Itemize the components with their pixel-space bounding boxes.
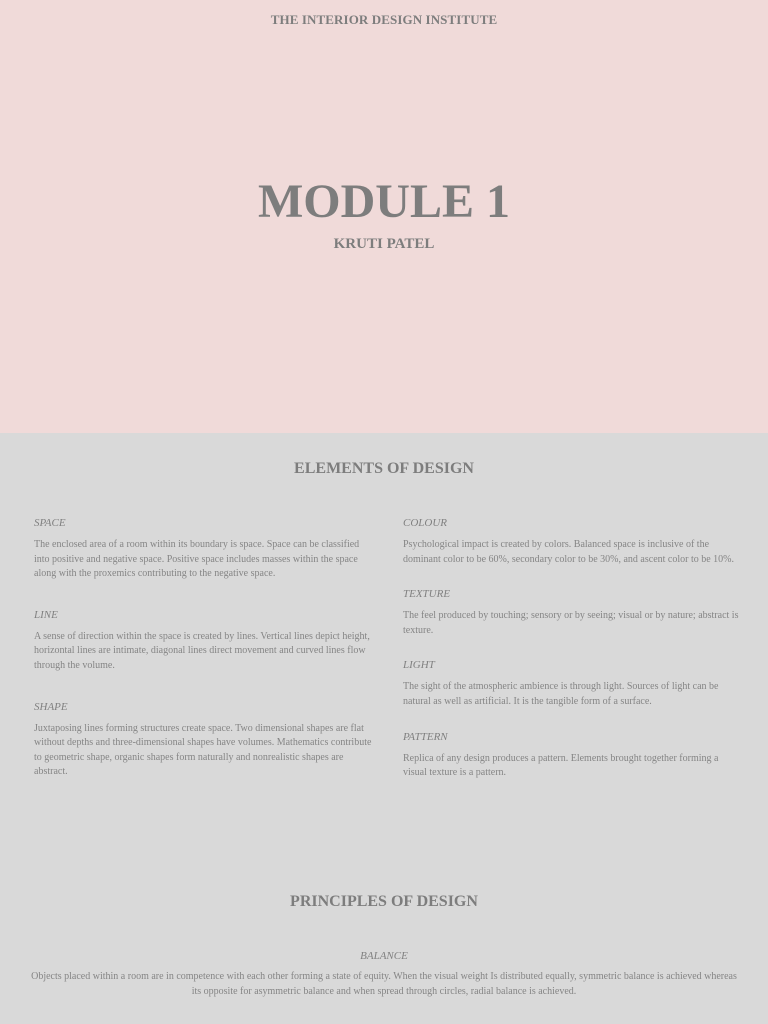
element-description: Replica of any design produces a pattern. Elements brought together forming a visual texture is a pattern. — [403, 752, 719, 779]
element-title: SPACE — [34, 517, 66, 529]
element-light — [403, 659, 743, 709]
element-description: Psychological impact is created by colors. Balanced space is inclusive of the dominant color to be 60%, secondary color to be 30%, and ascent color to be 10%. — [403, 539, 735, 565]
module-title: MODULE 1 — [258, 175, 510, 228]
content-area — [0, 433, 768, 1024]
element-description: The enclosed area of a room within its boundary is space. Space can be classified into positive and negative space. Positive space includes masses within the space along with the proxemics contributing to the negative space. — [34, 539, 360, 580]
element-title: LINE — [34, 608, 58, 621]
element-description: The sight of the atmospheric ambience is through light. Sources of light can be natural as well as artificial. It is the tangible form of a surface. — [403, 681, 719, 707]
element-title: TEXTURE — [403, 588, 451, 601]
author-name: KRUTI PATEL — [333, 236, 435, 252]
principle-balance-description: Objects placed within a room are in competence with each other forming a state of equity. When the visual weight Is distributed equally, symmetric balance is achieved whereas its opposite for asymmetric balance and when spread through circles, radial balance is achieved. — [31, 971, 737, 997]
elements-heading: ELEMENTS OF DESIGN — [294, 460, 474, 477]
element-title: SHAPE — [34, 700, 68, 713]
element-description: Juxtaposing lines forming structures create space. Two dimensional shapes are flat without depths and three-dimensional shapes have volumes. Mathematics contribute to geometric shape, organic shapes form naturally and nonrealistic shapes are abstract. — [34, 722, 372, 778]
element-colour — [403, 517, 743, 567]
element-description: The feel produced by touching; sensory or by seeing; visual or by nature; abstract is texture. — [403, 610, 739, 636]
elements-left-column — [34, 517, 374, 780]
element-title: PATTERN — [403, 730, 448, 743]
element-line — [34, 609, 374, 674]
element-shape — [34, 701, 374, 780]
elements-right-column — [403, 517, 743, 781]
principle-balance-title: BALANCE — [360, 950, 408, 962]
element-title: COLOUR — [403, 517, 448, 529]
element-pattern — [403, 731, 743, 781]
principles-heading: PRINCIPLES OF DESIGN — [290, 893, 478, 910]
element-texture — [403, 588, 743, 638]
element-space — [34, 517, 374, 582]
element-title: LIGHT — [403, 659, 435, 672]
element-description: A sense of direction within the space is created by lines. Vertical lines depict height, horizontal lines are intimate, diagonal lines direct movement and curved lines flow through the volume. — [34, 630, 370, 671]
institute-name: THE INTERIOR DESIGN INSTITUTE — [270, 12, 498, 27]
title-banner — [0, 0, 768, 433]
